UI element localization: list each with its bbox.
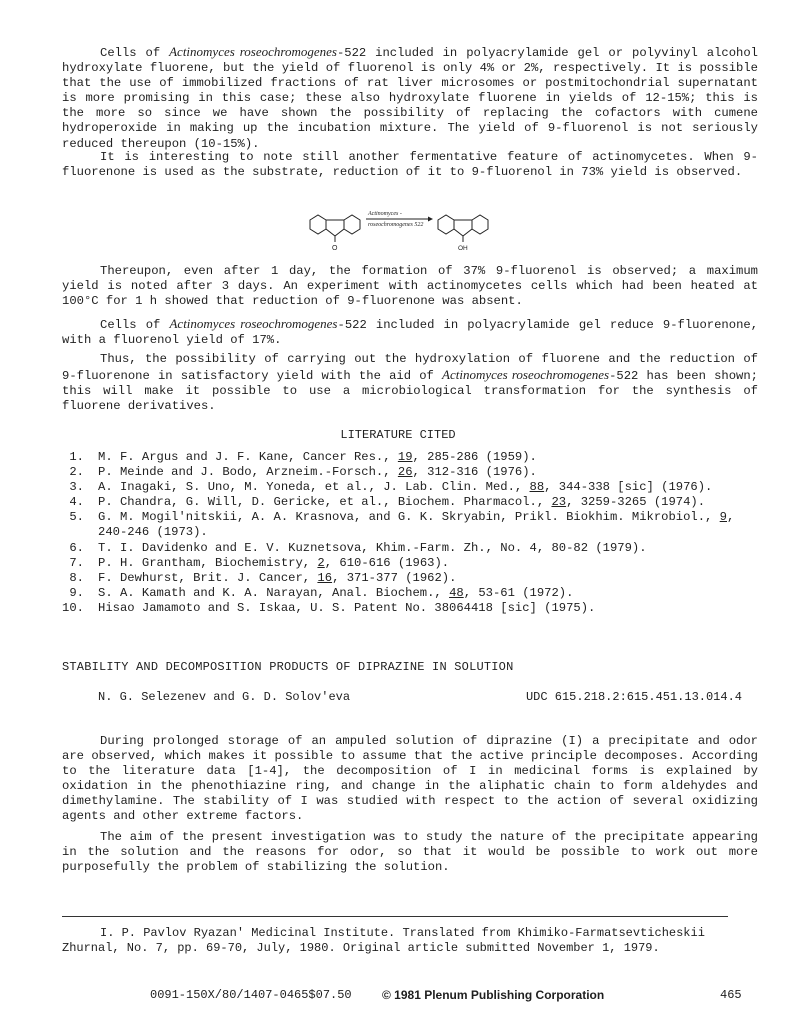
reference-item: 8. F. Dewhurst, Brit. J. Cancer, 16, 371-377 (1962). — [69, 570, 457, 585]
fluorenol-structure — [438, 215, 488, 242]
reference-item: 10. Hisao Jamamoto and S. Iskaa, U. S. Patent No. 38064418 [sic] (1975). — [62, 600, 596, 615]
page-number: 465 — [720, 988, 742, 1002]
reference-item: 4. P. Chandra, G. Will, D. Gericke, et al., Biochem. Pharmacol., 23, 3259-3265 (1974). — [69, 495, 706, 510]
paragraph-4: Cells of Actinomyces roseochromogenes-522 included in polyacrylamide gel reduce 9-fluorenone, with a fluorenol yield of 17%. — [62, 316, 759, 348]
reference-item: 1. M. F. Argus and J. F. Kane, Cancer Res., 19, 285-286 (1959). — [69, 450, 537, 464]
oxo-label: O — [332, 245, 338, 252]
paragraph-6: During prolonged storage of an ampuled solution of diprazine (I) a precipitate and odor are observed, which makes it possible to assume that the active principle decomposes. According to the literature data [1-4], the decomposition of I in medicinal forms is explained by oxidation in the phenothiazine ring, and change in the aliphatic chain to form aldehydes and dimethylamine. The stability of I was studied with respect to the action of several oxidizing agents and other extreme factors. — [62, 734, 758, 824]
arrow-label-top: Actinomyces - — [368, 211, 402, 217]
hydroxyl-label: OH — [458, 245, 468, 252]
article-title: STABILITY AND DECOMPOSITION PRODUCTS OF DIPRAZINE IN SOLUTION — [62, 660, 514, 674]
footnote: I. P. Pavlov Ryazan' Medicinal Institute. Translated from Khimiko-Farmatsevticheskii Zhurnal, No. 7, pp. 69-70, July, 1980. Original article submitted November 1, 1979. — [62, 926, 705, 955]
species-name: Actinomyces roseochromogenes — [169, 316, 338, 331]
reference-item: 3. A. Inagaki, S. Uno, M. Yoneda, et al., J. Lab. Clin. Med., 88, 344-338 [sic] (1976). — [69, 480, 713, 495]
arrow-head-icon — [428, 217, 433, 222]
arrow-label-bottom: roseochromogenes 522 — [368, 222, 424, 228]
article-authors: N. G. Selezenev and G. D. Solov'eva — [98, 690, 351, 704]
literature-heading: LITERATURE CITED — [340, 428, 456, 442]
udc-code: UDC 615.218.2:615.451.13.014.4 — [525, 690, 742, 704]
reference-item: 6. T. I. Davidenko and E. V. Kuznetsova, Khim.-Farm. Zh., No. 4, 80-82 (1979). — [69, 540, 647, 555]
paragraph-5: Thus, the possibility of carrying out the hydroxylation of fluorene and the reduction of 9-fluorenone in satisfactory yield with the aid of Actinomyces roseochromogenes-522 has been shown; this will make it possible to use a microbiological transformation for the synthesis of fluorene derivatives. — [62, 352, 759, 414]
footnote-divider — [62, 916, 728, 917]
issn-code: 0091-150X/80/1407-0465$07.50 — [150, 988, 352, 1002]
fluorenone-structure — [310, 215, 360, 242]
paragraph-2: It is interesting to note still another fermentative feature of actinomycetes. When 9-fluorenone is used as the substrate, reduction of it to 9-fluorenol in 73% yield is observed. — [62, 150, 758, 180]
reference-item: 7. P. H. Grantham, Biochemistry, 2, 610-616 (1963). — [69, 555, 450, 570]
copyright-notice: © 1981 Plenum Publishing Corporation — [382, 988, 605, 1002]
species-name: Actinomyces roseochromogenes — [442, 367, 610, 383]
paragraph-3: Thereupon, even after 1 day, the formation of 37% 9-fluorenol is observed; a maximum yield is noted after 3 days. An experiment with actinomycetes cells which had been heated at 100°C for 1 h showed that reduction of 9-fluorenone was absent. — [62, 264, 758, 309]
reference-item: 9. S. A. Kamath and K. A. Narayan, Anal. Biochem., 48, 53-61 (1972). — [69, 585, 574, 600]
paragraph-1: Cells of Actinomyces roseochromogenes-522 included in polyacrylamide gel or polyvinyl alcohol hydroxylate fluorene, but the yield of fluorenol is only 4% or 2%, respectively. It is possible that the use of immobilized fractions of rat liver microsomes or postmitochondrial supernatant is more promising in this case; these also hydroxylate fluorene in yields of 12-15%; this is the more so since we have shown the possibility of replacing the cofactors with cumene hydroperoxide in making up the incubation mixture. The yield of 9-fluorenol is not seriously reduced thereupon (10-15%). — [62, 44, 758, 151]
reference-item: 2. P. Meinde and J. Bodo, Arzneim.-Forsch., 26, 312-316 (1976). — [69, 465, 537, 480]
reaction-scheme — [300, 206, 500, 254]
reference-list — [62, 450, 762, 616]
paragraph-7: The aim of the present investigation was to study the nature of the precipitate appearing in the solution and the reasons for odor, so that it would be possible to work out more purposefully the problem of stabilizing the solution. — [62, 830, 758, 875]
species-name: Actinomyces roseochromogenes — [169, 44, 337, 59]
reference-item: 5. G. M. Mogil'nitskii, A. A. Krasnova, and G. K. Skryabin, Prikl. Biokhim. Mikrobiol., 9, 240-246 (1973). — [69, 510, 735, 540]
